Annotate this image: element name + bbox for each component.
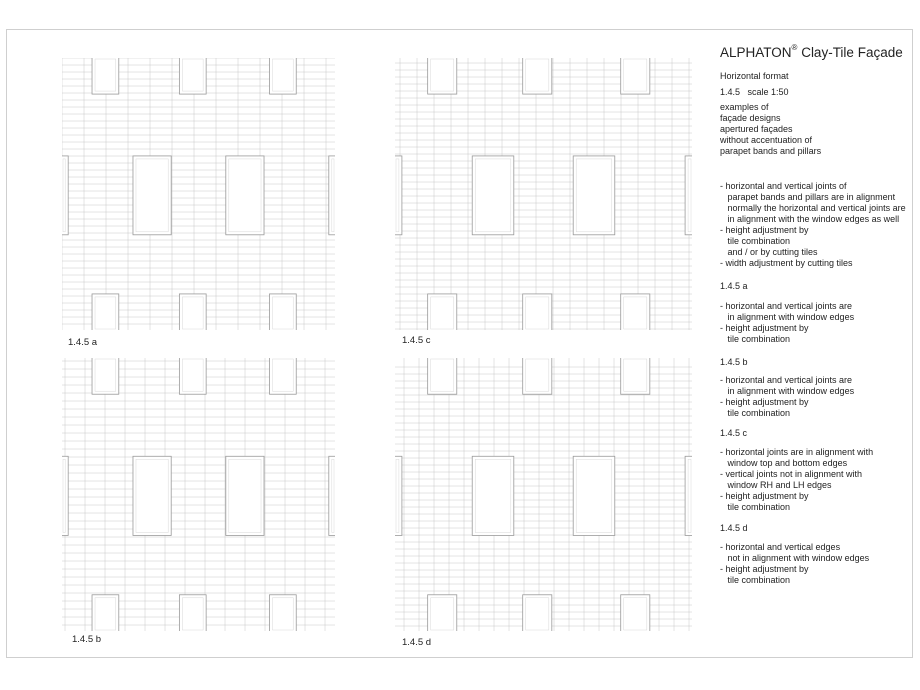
general-notes [720,181,912,269]
window-opening [428,58,457,94]
note-line: - height adjustment by [720,323,809,333]
window-opening [523,358,552,394]
note-line: tile combination [720,502,791,512]
note-line: tile combination [720,334,791,344]
variant-a-notes [720,281,912,345]
window-opening [269,58,296,94]
note-line: - horizontal and vertical edges [720,542,841,552]
window-opening [472,456,514,535]
note-line: in alignment with window edges [720,386,855,396]
intro-line: without accentuation of [720,135,813,145]
facade-drawing-1-4-5-d [395,358,692,631]
caption-1-4-5-c: 1.4.5 c [402,335,431,346]
caption-1-4-5-b: 1.4.5 b [72,634,102,645]
facade-drawing-1-4-5-b [62,358,335,631]
title-rest: Clay-Tile Façade [797,45,903,60]
intro-line: examples of [720,102,769,112]
note-line: - height adjustment by [720,225,809,235]
window-opening [92,58,119,94]
window-openings [62,358,335,631]
tile-grid [395,358,692,631]
note-line: - horizontal joints are in alignment with [720,447,874,457]
window-opening [133,456,171,535]
notes-panel [720,40,912,586]
tile-grid [395,58,692,330]
window-opening [133,156,171,235]
note-line: - height adjustment by [720,564,809,574]
window-opening [621,294,650,330]
note-line: window RH and LH edges [720,480,832,490]
window-opening [621,58,650,94]
window-opening [179,294,206,330]
window-opening [428,358,457,394]
registered-mark: ® [791,43,798,52]
window-opening [269,358,296,394]
window-opening [428,294,457,330]
caption-1-4-5-a: 1.4.5 a [68,337,98,348]
variant-label: 1.4.5 b [720,357,748,367]
window-opening [226,456,264,535]
note-line: in alignment with the window edges as well [720,214,900,224]
note-line: - height adjustment by [720,491,809,501]
format-label: Horizontal format [720,71,789,81]
window-opening [226,156,264,235]
window-opening [523,294,552,330]
note-line: - horizontal and vertical joints are [720,301,853,311]
tile-grid [62,58,335,330]
window-opening [621,358,650,394]
section-scale: 1.4.5 scale 1:50 [720,87,789,97]
brand-name: ALPHATON [720,45,792,60]
window-openings [395,58,692,330]
variant-label: 1.4.5 a [720,281,748,291]
window-opening [269,294,296,330]
window-opening [428,595,457,631]
variant-c-notes [720,428,912,513]
tile-grid [62,358,335,631]
window-opening [573,156,615,235]
window-opening [92,294,119,330]
variant-b-notes [720,357,912,419]
window-opening [472,156,514,235]
note-line: - width adjustment by cutting tiles [720,258,853,268]
variant-label: 1.4.5 d [720,523,748,533]
note-line: - height adjustment by [720,397,809,407]
window-opening [523,595,552,631]
intro-line: apertured façades [720,124,793,134]
window-opening [92,595,119,631]
caption-1-4-5-d: 1.4.5 d [402,637,432,648]
window-opening [92,358,119,394]
note-line: tile combination [720,408,791,418]
intro-line: parapet bands and pillars [720,146,822,156]
intro-text [720,102,912,157]
variant-label: 1.4.5 c [720,428,748,438]
note-line: - horizontal and vertical joints are [720,375,853,385]
window-opening [621,595,650,631]
note-line: normally the horizontal and vertical joints are [720,203,906,213]
note-line: not in alignment with window edges [720,553,870,563]
window-opening [523,58,552,94]
window-openings [395,358,692,631]
window-opening [179,595,206,631]
note-line: tile combination [720,575,791,585]
note-line: tile combination [720,236,791,246]
intro-line: façade designs [720,113,781,123]
facade-drawing-1-4-5-a [62,58,335,330]
window-opening [179,358,206,394]
note-line: - vertical joints not in alignment with [720,469,863,479]
window-opening [573,456,615,535]
note-line: parapet bands and pillars are in alignment [720,192,896,202]
facade-drawing-1-4-5-c [395,58,692,330]
window-opening [179,58,206,94]
note-line: - horizontal and vertical joints of [720,181,847,191]
note-line: window top and bottom edges [720,458,848,468]
note-line: in alignment with window edges [720,312,855,322]
document-title [720,40,912,61]
note-line: and / or by cutting tiles [720,247,818,257]
variant-d-notes [720,523,912,586]
window-opening [269,595,296,631]
